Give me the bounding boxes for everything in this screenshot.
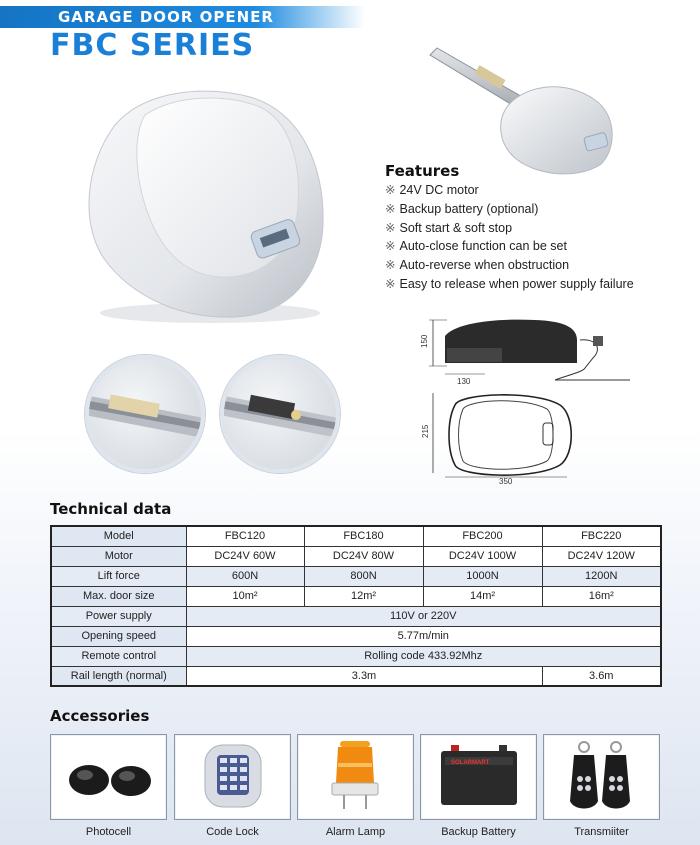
table-cell: 12m²	[304, 586, 423, 606]
table-row	[51, 566, 661, 586]
table-cell: 110V or 220V	[186, 606, 661, 626]
feature-item: ※ Auto-close function can be set	[385, 239, 567, 254]
row-label: Opening speed	[51, 626, 186, 646]
features-list	[385, 181, 634, 294]
technical-data-table	[50, 525, 662, 687]
table-cell: 3.6m	[542, 666, 661, 686]
table-cell: 10m²	[186, 586, 304, 606]
table-cell: 800N	[304, 566, 423, 586]
dim-height: 150	[420, 334, 429, 348]
dimension-drawing-side	[415, 308, 635, 388]
table-cell: FBC220	[542, 526, 661, 546]
accessory-backup-battery-image	[420, 734, 537, 820]
opener-main-image	[75, 85, 335, 330]
dim-depth: 130	[457, 377, 471, 386]
feature-item: ※ Auto-reverse when obstruction	[385, 258, 570, 273]
technical-data-title: Technical data	[50, 500, 172, 518]
table-cell: 1200N	[542, 566, 661, 586]
row-label: Power supply	[51, 606, 186, 626]
row-label: Max. door size	[51, 586, 186, 606]
row-label: Motor	[51, 546, 186, 566]
table-cell: FBC180	[304, 526, 423, 546]
rail-detail-thumb-1	[85, 355, 205, 473]
table-cell: 3.3m	[186, 666, 542, 686]
accessory-label-photocell: Photocell	[85, 826, 132, 838]
accessory-alarm-lamp-image	[297, 734, 414, 820]
table-row	[51, 666, 661, 686]
accessory-transmitter-image	[543, 734, 660, 820]
feature-item: ※ 24V DC motor	[385, 183, 479, 197]
table-cell: FBC120	[186, 526, 304, 546]
accessory-label-backup-battery: Backup Battery	[441, 826, 516, 838]
header-banner-text: GARAGE DOOR OPENER	[58, 8, 274, 26]
dimension-drawing-top	[415, 385, 585, 485]
rail-detail-thumb-2	[220, 355, 340, 473]
header-banner	[0, 6, 365, 28]
table-cell: 5.77m/min	[186, 626, 661, 646]
table-cell: 14m²	[423, 586, 542, 606]
table-cell: DC24V 60W	[186, 546, 304, 566]
table-row	[51, 526, 661, 546]
table-cell: 600N	[186, 566, 304, 586]
feature-item: ※ Soft start & soft stop	[385, 220, 513, 235]
row-label: Rail length (normal)	[51, 666, 186, 686]
table-row	[51, 546, 661, 566]
accessories-title: Accessories	[50, 707, 150, 725]
table-row	[51, 626, 661, 646]
table-row	[51, 586, 661, 606]
feature-item: ※ Easy to release when power supply failure	[385, 276, 634, 291]
row-label: Lift force	[51, 566, 186, 586]
dim-length: 350	[499, 477, 513, 485]
table-cell: DC24V 80W	[304, 546, 423, 566]
row-label: Remote control	[51, 646, 186, 666]
table-cell: 16m²	[542, 586, 661, 606]
table-cell: Rolling code 433.92Mhz	[186, 646, 661, 666]
page-title: FBC SERIES	[50, 28, 255, 63]
accessory-label-code-lock: Code Lock	[206, 826, 259, 838]
features-title: Features	[385, 162, 460, 180]
accessory-code-lock-image	[174, 734, 291, 820]
table-cell: DC24V 120W	[542, 546, 661, 566]
accessory-label-alarm-lamp: Alarm Lamp	[325, 826, 386, 838]
battery-brand-text: SOLARMART	[451, 760, 490, 766]
dim-width: 215	[421, 424, 430, 438]
table-cell: FBC200	[423, 526, 542, 546]
table-row	[51, 606, 661, 626]
accessory-label-transmitter: Transmiiter	[574, 826, 629, 838]
table-cell: 1000N	[423, 566, 542, 586]
table-row	[51, 646, 661, 666]
accessory-photocell-image	[50, 734, 167, 820]
table-cell: DC24V 100W	[423, 546, 542, 566]
feature-item: ※ Backup battery (optional)	[385, 201, 539, 216]
row-label: Model	[51, 526, 186, 546]
